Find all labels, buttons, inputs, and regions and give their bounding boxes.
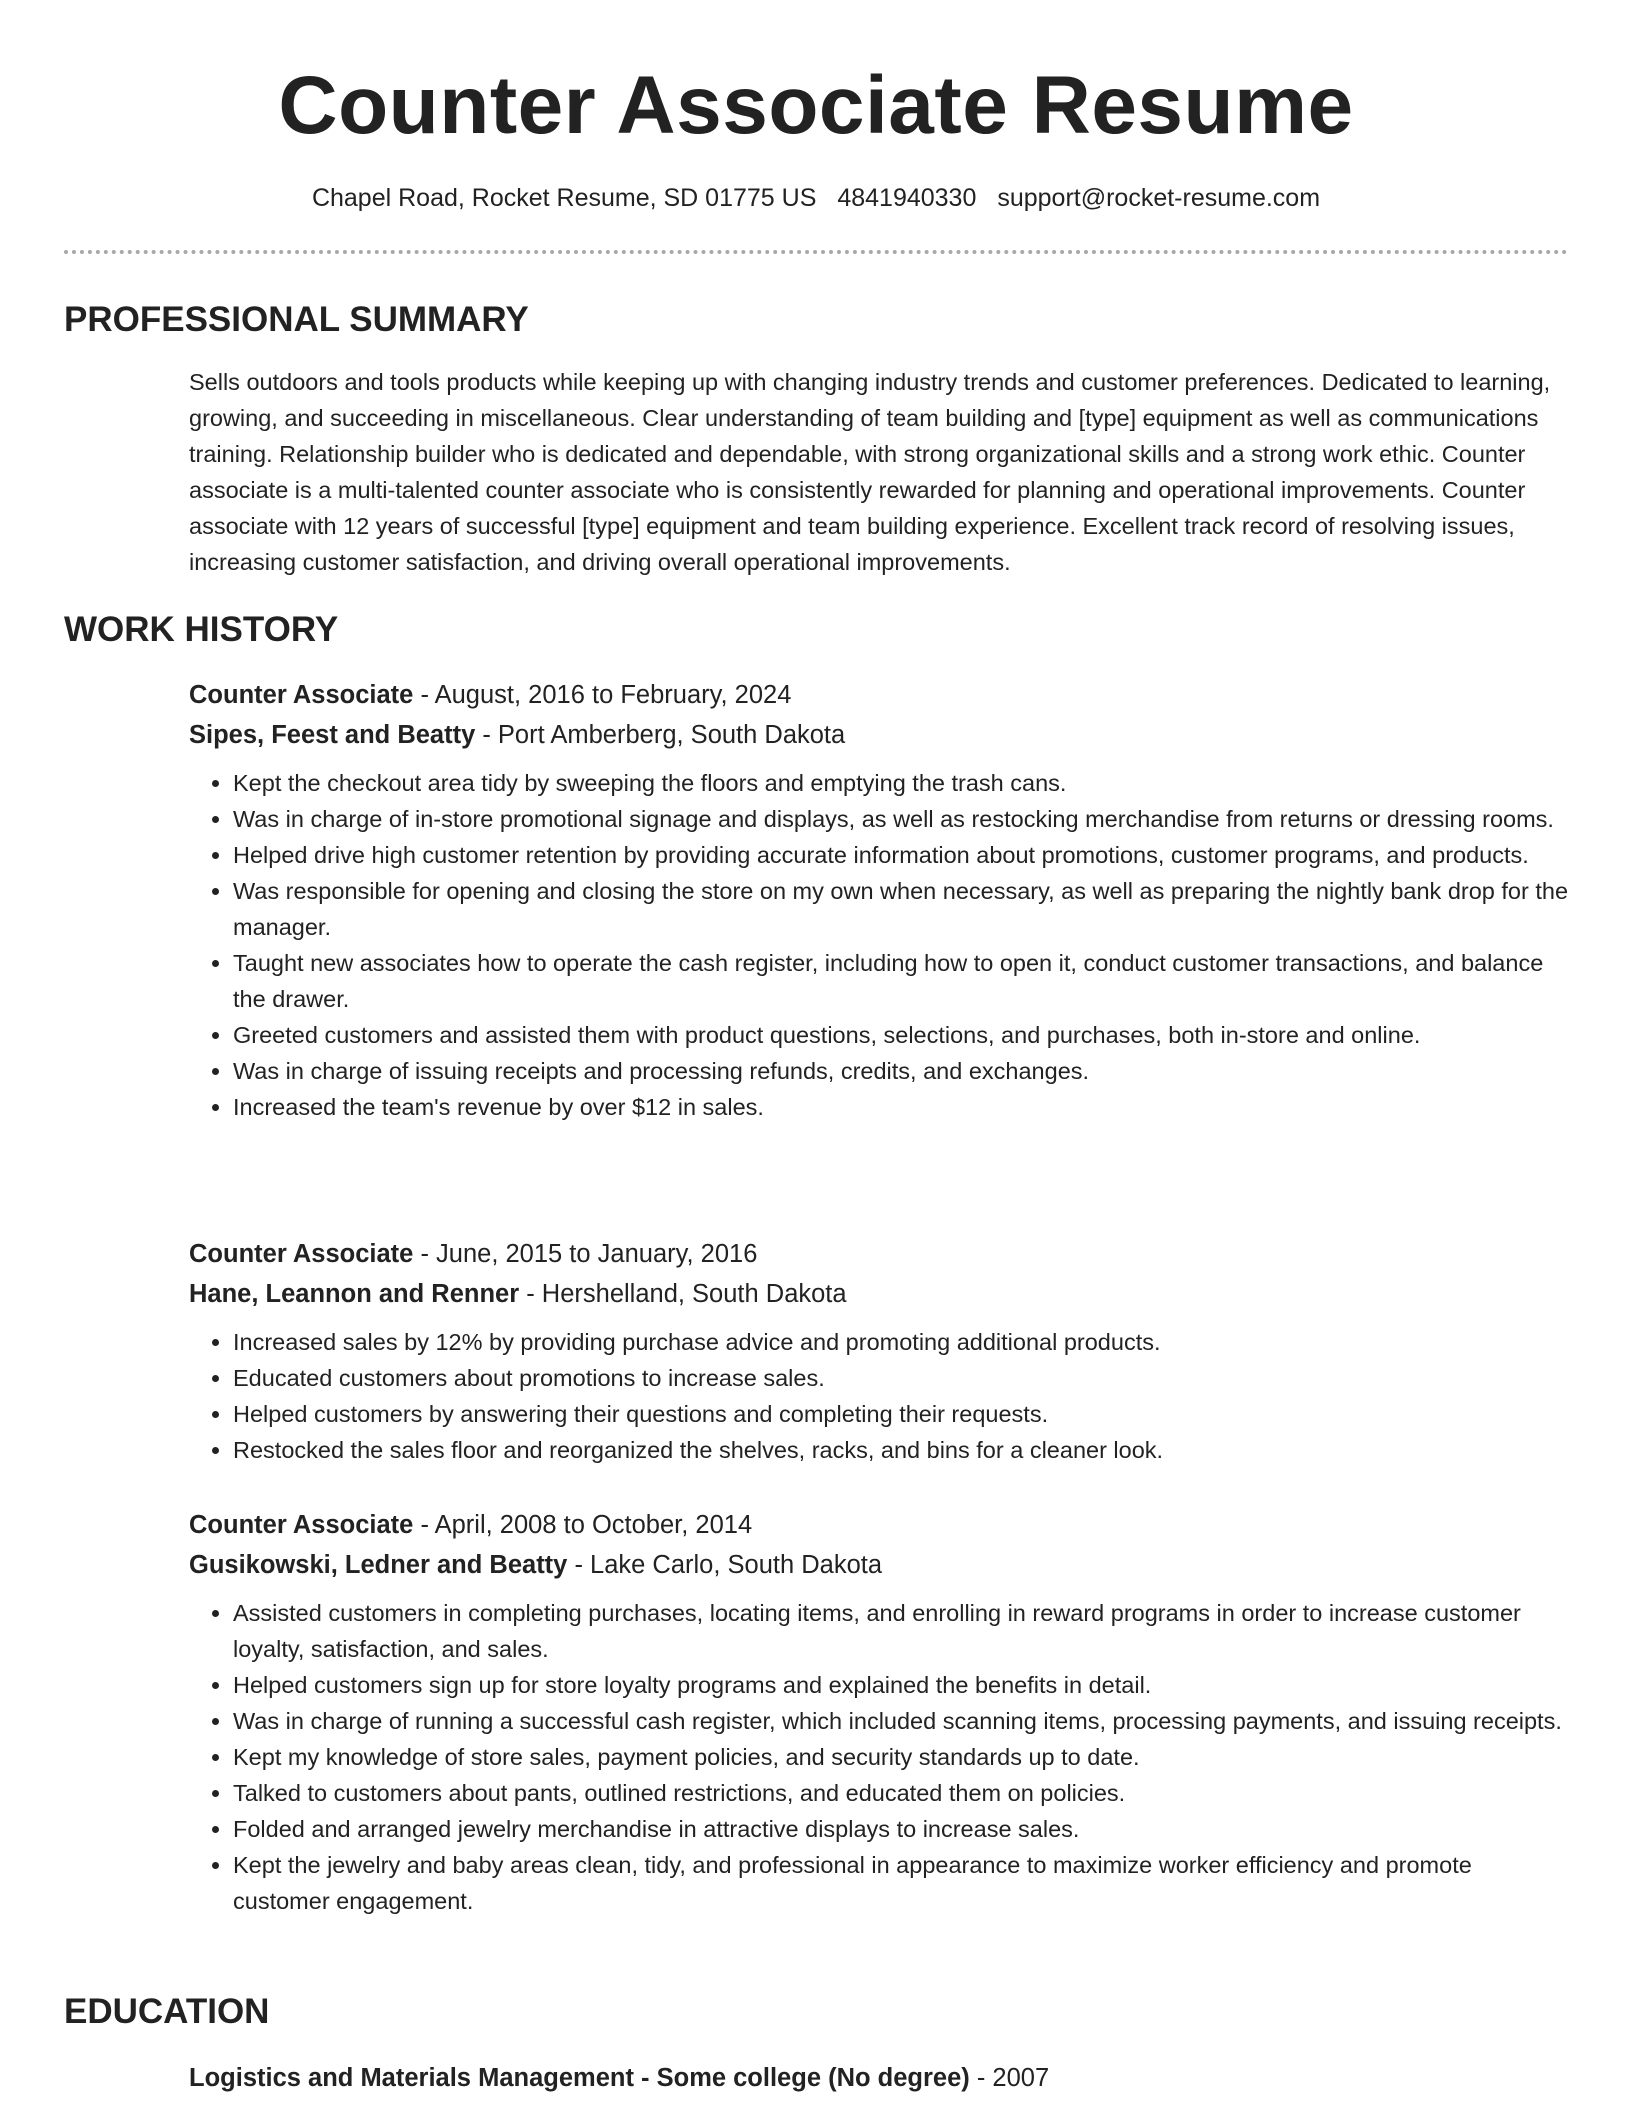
job-dates: - April, 2008 to October, 2014 [413, 1511, 753, 1539]
job-entry [189, 1234, 1569, 1468]
job-bullet: • Helped drive high customer retention by providing accurate information about promotions, customer programs, and products. [233, 837, 1569, 873]
job-dates: - August, 2016 to February, 2024 [413, 681, 792, 709]
contact-email: support@rocket-resume.com [997, 184, 1321, 212]
job-location: - Hershelland, South Dakota [519, 1280, 847, 1308]
education-line [189, 2058, 1569, 2098]
job-bullet: • Kept my knowledge of store sales, payment policies, and security standards up to date. [233, 1739, 1569, 1775]
job-bullet: • Greeted customers and assisted them with product questions, selections, and purchases, both in-store and online. [233, 1017, 1569, 1053]
job-bullet: • Assisted customers in completing purchases, locating items, and enrolling in reward programs in order to increase customer loyalty, satisfaction, and sales. [233, 1595, 1569, 1667]
education-entry [189, 2058, 1569, 2098]
job-bullet: • Kept the checkout area tidy by sweeping the floors and emptying the trash cans. [233, 765, 1569, 801]
job-bullets [189, 765, 1569, 1125]
job-company: Hane, Leannon and Renner [189, 1280, 520, 1308]
job-bullet: • Was in charge of issuing receipts and processing refunds, credits, and exchanges. [233, 1053, 1569, 1089]
job-location: - Port Amberberg, South Dakota [475, 721, 846, 749]
job-bullet: • Educated customers about promotions to increase sales. [233, 1360, 1569, 1396]
job-bullet: • Increased the team's revenue by over $12 in sales. [233, 1089, 1569, 1125]
job-bullet: • Folded and arranged jewelry merchandise in attractive displays to increase sales. [233, 1811, 1569, 1847]
job-bullet: • Restocked the sales floor and reorganized the shelves, racks, and bins for a cleaner look. [233, 1432, 1569, 1468]
job-bullet: • Was in charge of in-store promotional signage and displays, as well as restocking merchandise from returns or dressing rooms. [233, 801, 1569, 837]
job-title: Counter Associate [189, 681, 414, 709]
job-entry [189, 1505, 1569, 1919]
job-title-line [189, 1505, 1569, 1545]
job-company: Gusikowski, Ledner and Beatty [189, 1551, 568, 1579]
contact-info [0, 180, 1632, 216]
job-entry [189, 675, 1569, 1125]
education-year: - 2007 [969, 2064, 1050, 2092]
job-bullet: • Helped customers by answering their questions and completing their requests. [233, 1396, 1569, 1432]
education-degree: Logistics and Materials Management - Some college (No degree) [189, 2064, 970, 2092]
work-history-heading: WORK HISTORY [64, 610, 339, 649]
job-title-line [189, 1234, 1569, 1274]
job-bullet: • Helped customers sign up for store loyalty programs and explained the benefits in detail. [233, 1667, 1569, 1703]
job-company-line [189, 715, 1569, 755]
job-location: - Lake Carlo, South Dakota [567, 1551, 883, 1579]
job-bullet: • Taught new associates how to operate the cash register, including how to open it, conduct customer transactions, and balance the drawer. [233, 945, 1569, 1017]
job-bullet: • Kept the jewelry and baby areas clean, tidy, and professional in appearance to maximize worker efficiency and promote customer engagement. [233, 1847, 1569, 1919]
header-divider [64, 250, 1568, 254]
job-dates: - June, 2015 to January, 2016 [413, 1240, 758, 1268]
summary-heading: PROFESSIONAL SUMMARY [64, 300, 529, 339]
job-company-line [189, 1545, 1569, 1585]
page-title: Counter Associate Resume [278, 60, 1354, 151]
job-bullet: • Talked to customers about pants, outlined restrictions, and educated them on policies. [233, 1775, 1569, 1811]
job-company: Sipes, Feest and Beatty [189, 721, 476, 749]
job-title: Counter Associate [189, 1511, 414, 1539]
job-bullet: • Increased sales by 12% by providing purchase advice and promoting additional products. [233, 1324, 1569, 1360]
job-title: Counter Associate [189, 1240, 414, 1268]
job-bullet: • Was in charge of running a successful cash register, which included scanning items, processing payments, and issuing receipts. [233, 1703, 1569, 1739]
education-heading: EDUCATION [64, 1992, 270, 2031]
job-bullets [189, 1595, 1569, 1919]
contact-address: Chapel Road, Rocket Resume, SD 01775 US [311, 184, 817, 212]
job-company-line [189, 1274, 1569, 1314]
job-bullet: • Was responsible for opening and closing the store on my own when necessary, as well as preparing the nightly bank drop for the manager. [233, 873, 1569, 945]
job-title-line [189, 675, 1569, 715]
summary-text: Sells outdoors and tools products while keeping up with changing industry trends and customer preferences. Dedicated to learning, growing, and succeeding in miscellaneous. Clear understanding of team building and [type] equipment as well as communications training. Relationship builder who is dedicated and dependable, with strong organizational skills and a strong work ethic. Counter associate is a multi-talented counter associate who is consistently rewarded for planning and operational improvements. Counter associate with 12 years of successful [type] equipment and team building experience. Excellent track record of resolving issues, increasing customer satisfaction, and driving overall operational improvements. [189, 369, 1551, 575]
contact-phone: 4841940330 [837, 184, 977, 212]
job-bullets [189, 1324, 1569, 1468]
